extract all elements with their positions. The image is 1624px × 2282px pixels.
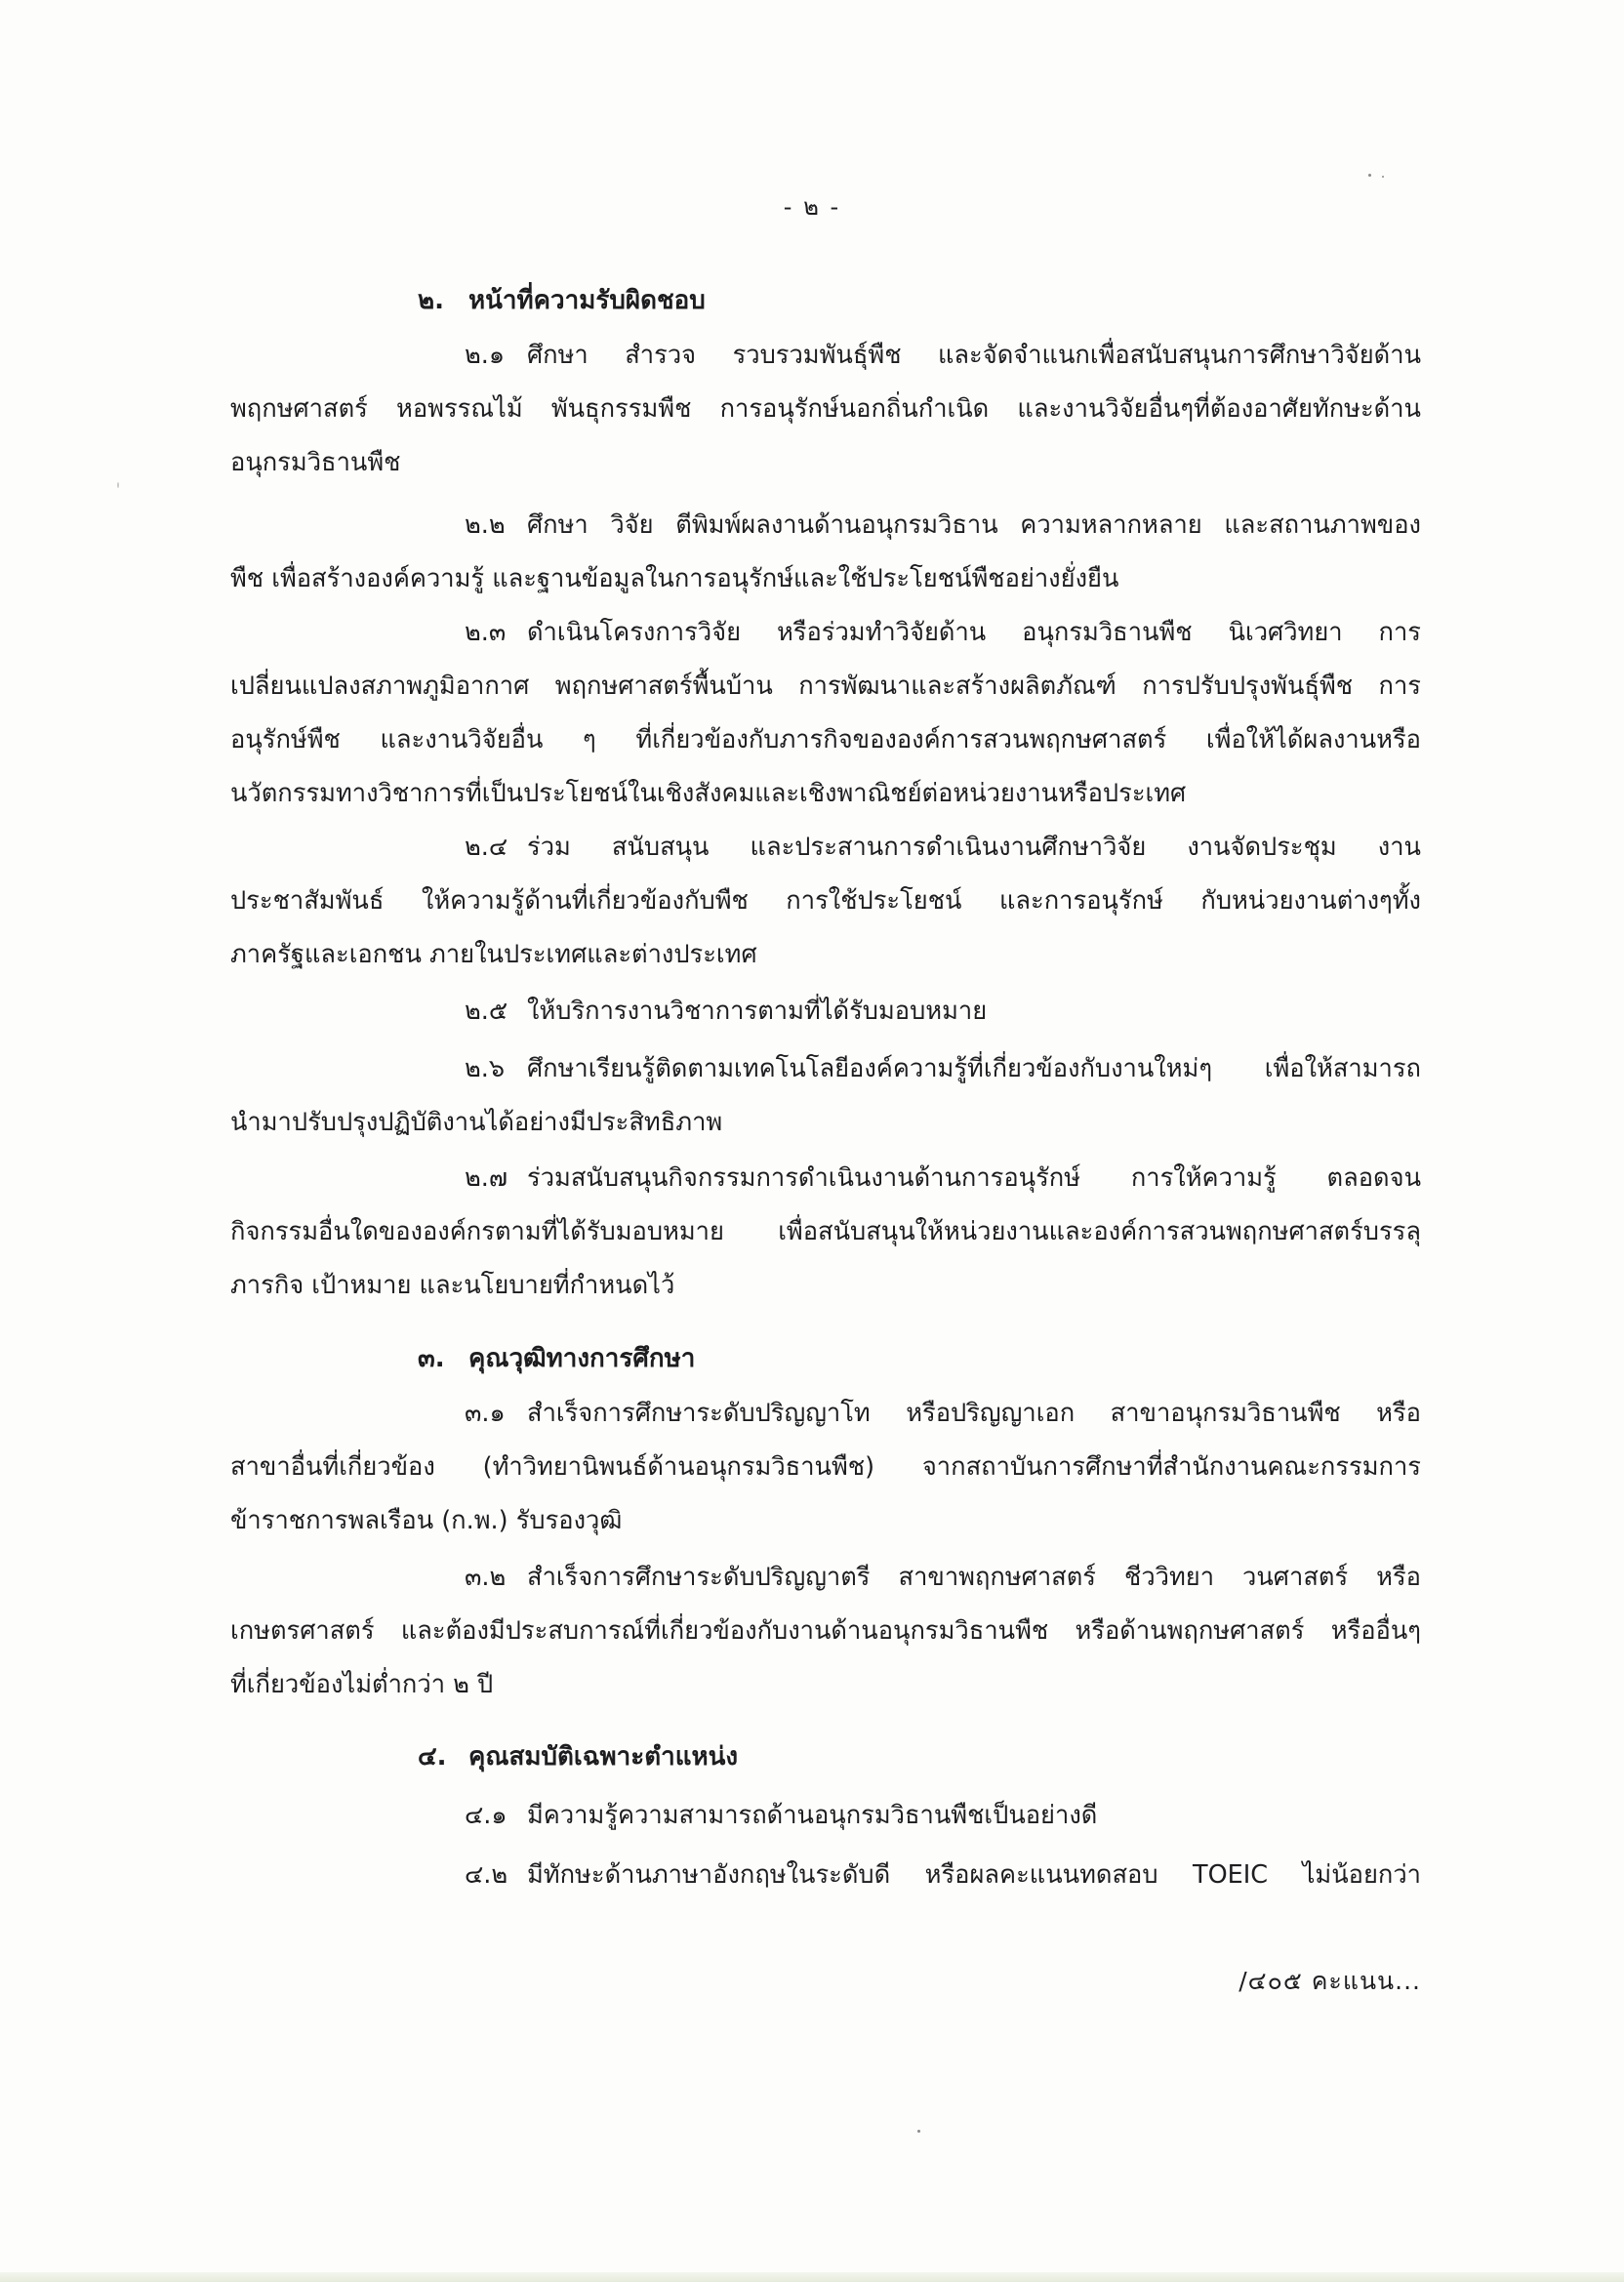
item-number: ๒.๗ [465,1163,508,1193]
item-number: ๓.๒ [465,1563,507,1592]
item-number: ๒.๔ [465,833,508,862]
section-heading-2 [418,283,706,318]
item-number: ๒.๑ [465,341,506,370]
paragraph-2-3-line-3: อนุรักษ์พืช และงานวิจัยอื่น ๆ ที่เกี่ยวข้องกับภารกิจขององค์การสวนพฤกษศาสตร์ เพื่อให้ได้ผลงานหรือ [230,725,1421,754]
section-heading-3 [418,1341,695,1376]
paragraph-2-5-line-1: ๒.๕ ให้บริการงานวิชาการตามที่ได้รับมอบหมาย [465,994,1421,1029]
section-number: ๔. [418,1742,447,1772]
paragraph-3-1-line-2: สาขาอื่นที่เกี่ยวข้อง (ทำวิทยานิพนธ์ด้านอนุกรมวิธานพืช) จากสถาบันการศึกษาที่สำนักงานคณะกรรมการ [230,1452,1421,1482]
paragraph-2-3-line-2: เปลี่ยนแปลงสภาพภูมิอากาศ พฤกษศาสตร์พื้นบ้าน การพัฒนาและสร้างผลิตภัณฑ์ การปรับปรุงพันธุ์พืช การ [230,672,1421,701]
paragraph-2-4-line-3: ภาครัฐและเอกชน ภายในประเทศและต่างประเทศ [230,940,757,969]
paragraph-3-1-line-1: ๓.๑ สำเร็จการศึกษาระดับปริญญาโท หรือปริญญาเอก สาขาอนุกรมวิธานพืช หรือ [465,1396,1421,1431]
paragraph-2-2-line-2: พืช เพื่อสร้างองค์ความรู้ และฐานข้อมูลในการอนุรักษ์และใช้ประโยชน์พืชอย่างยั่งยืน [230,564,1119,593]
paragraph-2-6-line-1: ๒.๖ ศึกษาเรียนรู้ติดตามเทคโนโลยีองค์ความรู้ที่เกี่ยวข้องกับงานใหม่ๆ เพื่อให้สามารถ [465,1051,1421,1086]
section-title: หน้าที่ความรับผิดชอบ [468,286,706,315]
paragraph-3-2-line-1: ๓.๒ สำเร็จการศึกษาระดับปริญญาตรี สาขาพฤกษศาสตร์ ชีววิทยา วนศาสตร์ หรือ [465,1560,1421,1595]
paragraph-4-1-line-1: ๔.๑ มีความรู้ความสามารถด้านอนุกรมวิธานพืชเป็นอย่างดี [465,1798,1421,1833]
paragraph-2-4-line-2: ประชาสัมพันธ์ ให้ความรู้ด้านที่เกี่ยวข้องกับพืช การใช้ประโยชน์ และการอนุรักษ์ กับหน่วยงานต่างๆทั้ง [230,886,1421,916]
paragraph-2-1-line-2: พฤกษศาสตร์ หอพรรณไม้ พันธุกรรมพืช การอนุรักษ์นอกถิ่นกำเนิด และงานวิจัยอื่นๆที่ต้องอาศัยทักษะด้าน [230,394,1421,424]
paragraph-3-1-line-3: ข้าราชการพลเรือน (ก.พ.) รับรองวุฒิ [230,1506,623,1535]
section-heading-4 [418,1739,738,1774]
paragraph-2-2-line-1: ๒.๒ ศึกษา วิจัย ตีพิมพ์ผลงานด้านอนุกรมวิธาน ความหลากหลาย และสถานภาพของ [465,508,1421,543]
section-title: คุณสมบัติเฉพาะตำแหน่ง [468,1742,739,1772]
item-number: ๒.๓ [465,618,507,647]
paragraph-4-2-line-1: ๔.๒ มีทักษะด้านภาษาอังกฤษในระดับดี หรือผลคะแนนทดสอบ TOEIC ไม่น้อยกว่า [465,1857,1421,1893]
paragraph-2-3-line-4: นวัตกรรมทางวิชาการที่เป็นประโยชน์ในเชิงสังคมและเชิงพาณิชย์ต่อหน่วยงานหรือประเทศ [230,779,1187,808]
paragraph-2-7-line-3: ภารกิจ เป้าหมาย และนโยบายที่กำหนดไว้ [230,1271,675,1300]
paragraph-3-2-line-2: เกษตรศาสตร์ และต้องมีประสบการณ์ที่เกี่ยวข้องกับงานด้านอนุกรมวิธานพืช หรือด้านพฤกษศาสตร์ หรืออื่นๆ [230,1616,1421,1646]
paragraph-2-1-line-3: อนุกรมวิธานพืช [230,448,401,477]
paragraph-2-7-line-2: กิจกรรมอื่นใดขององค์กรตามที่ได้รับมอบหมาย เพื่อสนับสนุนให้หน่วยงานและองค์การสวนพฤกษศาสตร์บรรลุ [230,1217,1421,1246]
paragraph-2-7-line-1: ๒.๗ ร่วมสนับสนุนกิจกรรมการดำเนินงานด้านการอนุรักษ์ การให้ความรู้ ตลอดจน [465,1161,1421,1196]
section-number: ๒. [418,286,445,315]
paragraph-2-4-line-1: ๒.๔ ร่วม สนับสนุน และประสานการดำเนินงานศึกษาวิจัย งานจัดประชุม งาน [465,830,1421,865]
section-number: ๓. [418,1344,445,1373]
item-number: ๒.๕ [465,997,508,1026]
scan-edge [0,2272,1624,2282]
item-number: ๓.๑ [465,1399,506,1428]
continuation-footer: /๔๐๕ คะแนน... [1238,1967,1421,1995]
page-number: - ๒ - [783,193,841,221]
paragraph-2-3-line-1: ๒.๓ ดำเนินโครงการวิจัย หรือร่วมทำวิจัยด้าน อนุกรมวิธานพืช นิเวศวิทยา การ [465,615,1421,650]
section-title: คุณวุฒิทางการศึกษา [468,1344,696,1373]
item-number: ๒.๖ [465,1054,506,1083]
paragraph-2-1-line-1: ๒.๑ ศึกษา สำรวจ รวบรวมพันธุ์พืช และจัดจำแนกเพื่อสนับสนุนการศึกษาวิจัยด้าน [465,338,1421,373]
scan-speck [117,482,119,488]
item-number: ๒.๒ [465,510,506,540]
paragraph-3-2-line-3: ที่เกี่ยวข้องไม่ต่ำกว่า ๒ ปี [230,1670,494,1699]
item-number: ๔.๒ [465,1860,508,1890]
scan-speck [1368,174,1371,177]
scan-speck [1382,176,1384,178]
paragraph-2-6-line-2: นำมาปรับปรุงปฏิบัติงานได้อย่างมีประสิทธิภาพ [230,1108,723,1137]
scan-speck [917,2130,920,2133]
item-number: ๔.๑ [465,1801,508,1830]
